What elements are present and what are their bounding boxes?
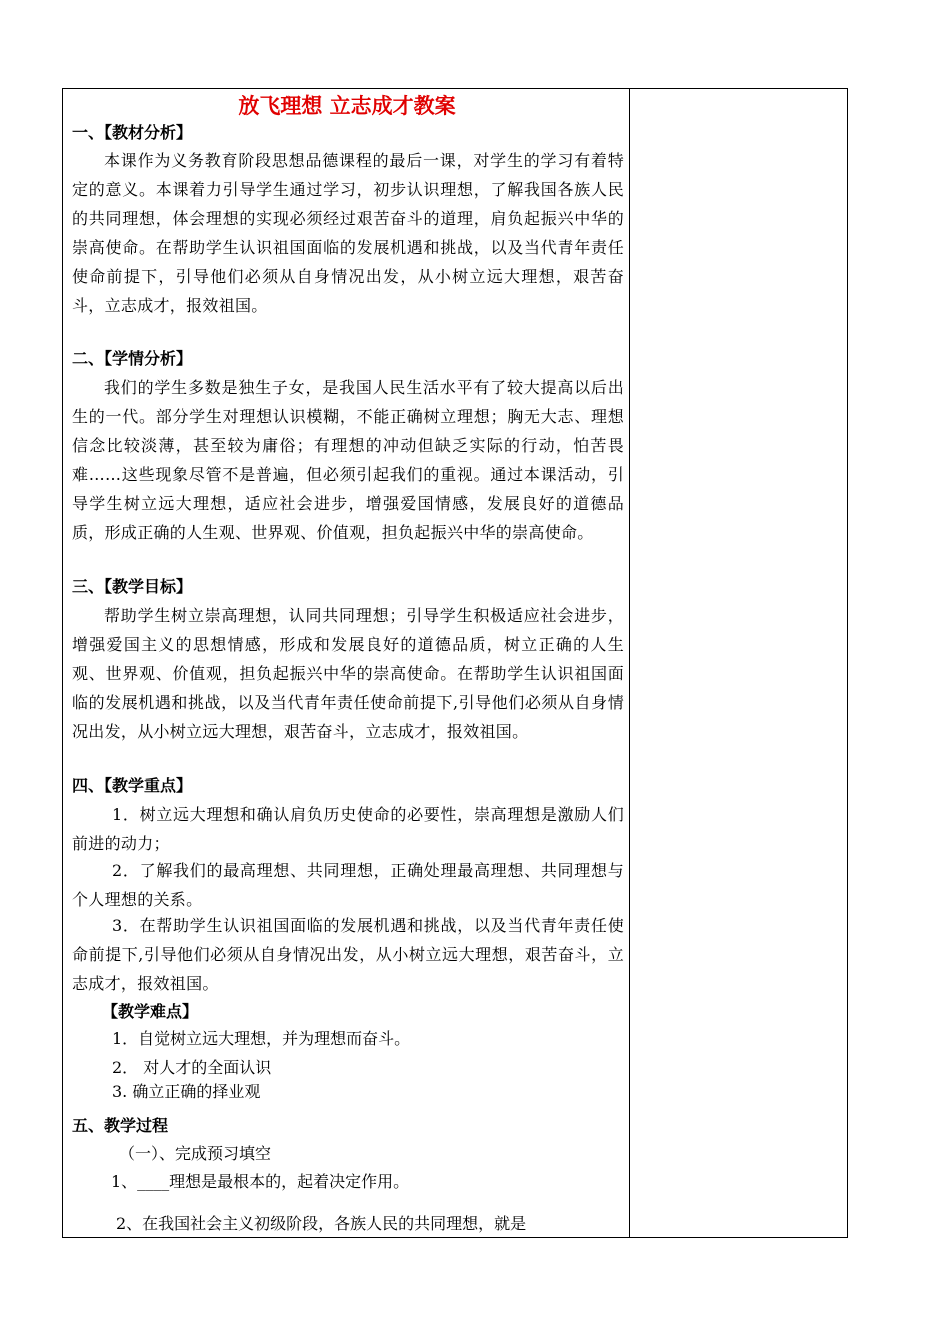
column-divider	[629, 88, 630, 1238]
section-heading-teaching-goals: 三、【教学目标】	[72, 577, 193, 596]
section-text-student-analysis: 我们的学生多数是独生子女，是我国人民生活水平有了较大提高以后出生的一代。部分学生对理想认识模糊，不能正确树立理想；胸无大志、理想信念比较淡薄，甚至较为庸俗；有理想的冲动但缺乏实际的行动，怕苦畏难……这些现象尽管不是普遍，但必须引起我们的重视。通过本课活动，引导学生树立远大理想，适应社会进步，增强爱国情感，发展良好的道德品质，形成正确的人生观、世界观、价值观，担负起振兴中华的崇高使命。	[72, 378, 624, 542]
difficulty-item: 2． 对人才的全面认识	[112, 1058, 272, 1077]
key-point-item: 2．了解我们的最高理想、共同理想，正确处理最高理想、共同理想与个人理想的关系。	[72, 861, 624, 909]
section-heading-key-points: 四、【教学重点】	[72, 776, 193, 795]
section-heading-student-analysis: 二、【学情分析】	[72, 349, 193, 368]
key-point-item: 3．在帮助学生认识祖国面临的发展机遇和挑战，以及当代青年责任使命前提下,引导他们必须从自身情况出发，从小树立远大理想，艰苦奋斗，立志成才，报效祖国。	[72, 916, 624, 993]
key-point-item: 1．树立远大理想和确认肩负历史使命的必要性，崇高理想是激励人们前进的动力；	[72, 805, 624, 853]
fill-in-question: 1、____理想是最根本的，起着决定作用。	[111, 1172, 410, 1191]
fill-in-question: 2、在我国社会主义初级阶段，各族人民的共同理想，就是	[116, 1214, 527, 1233]
section-text-textbook-analysis: 本课作为义务教育阶段思想品德课程的最后一课，对学生的学习有着特定的意义。本课着力引导学生通过学习，初步认识理想，了解我国各族人民的共同理想，体会理想的实现必须经过艰苦奋斗的道理，肩负起振兴中华的崇高使命。在帮助学生认识祖国面临的发展机遇和挑战，以及当代青年责任使命前提下，引导他们必须从自身情况出发，从小树立远大理想，艰苦奋斗，立志成才，报效祖国。	[72, 151, 624, 315]
section-heading-teaching-process: 五、教学过程	[72, 1116, 169, 1135]
difficulty-item: 3. 确立正确的择业观	[112, 1082, 261, 1101]
document-title: 放飞理想 立志成才教案	[238, 94, 456, 118]
section-heading-textbook-analysis: 一、【教材分析】	[72, 123, 193, 142]
section-heading-difficulties: 【教学难点】	[102, 1002, 199, 1021]
process-subheading: （一）、完成预习填空	[119, 1144, 272, 1163]
section-text-teaching-goals: 帮助学生树立崇高理想，认同共同理想；引导学生积极适应社会进步，增强爱国主义的思想情感，形成和发展良好的道德品质，树立正确的人生观、世界观、价值观，担负起振兴中华的崇高使命。在帮助学生认识祖国面临的发展机遇和挑战，以及当代青年责任使命前提下,引导他们必须从自身情况出发，从小树立远大理想，艰苦奋斗，立志成才，报效祖国。	[72, 606, 624, 741]
difficulty-item: 1．自觉树立远大理想，并为理想而奋斗。	[112, 1029, 411, 1048]
